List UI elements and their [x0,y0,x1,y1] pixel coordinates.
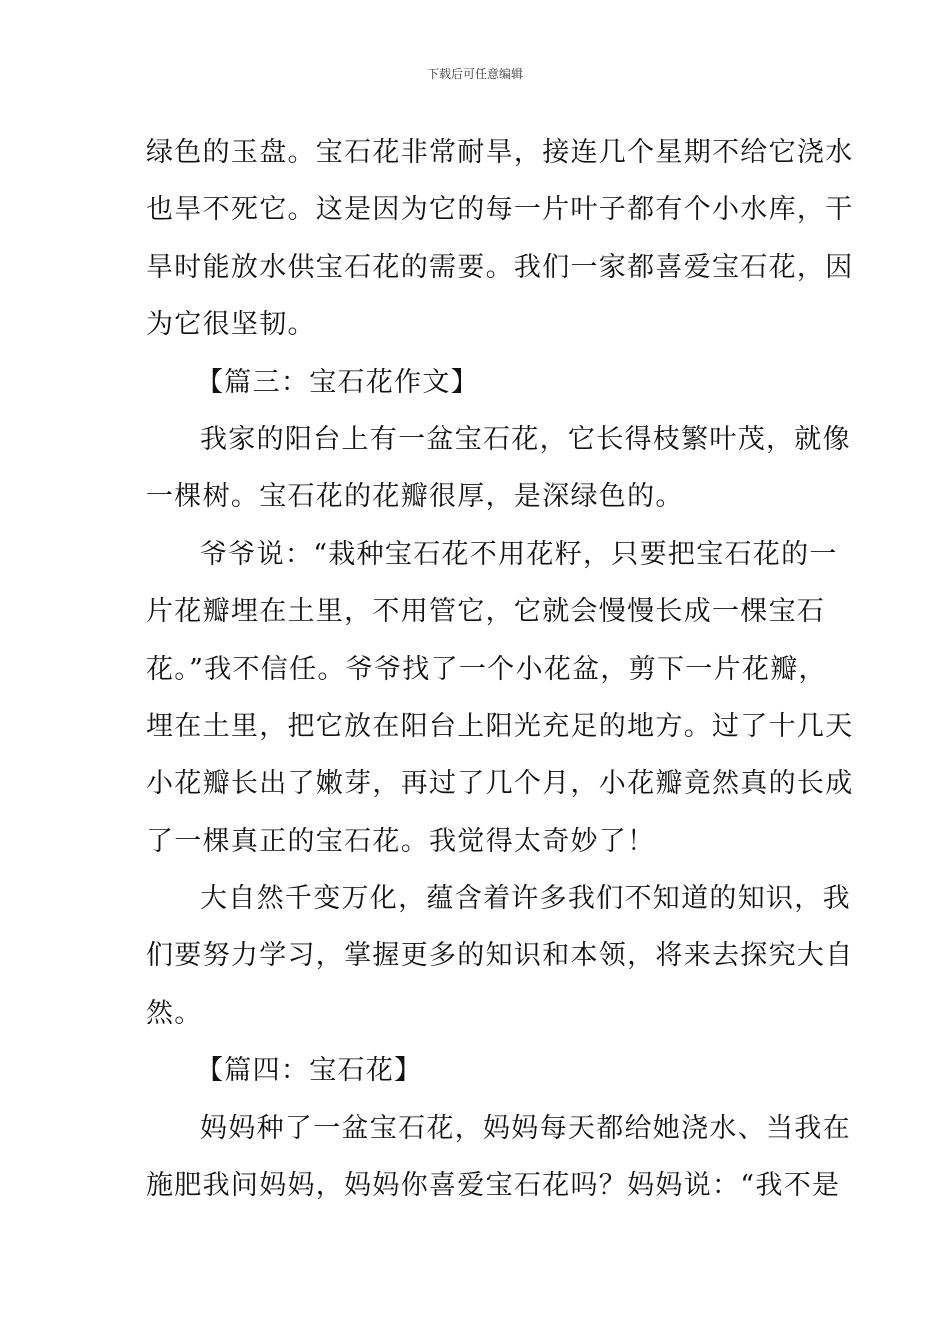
text-line: 小花瓣长出了嫩芽，再过了几个月，小花瓣竟然真的长成 [146,768,854,800]
text-line: 了一棵真正的宝石花。我觉得太奇妙了！ [146,825,656,857]
text-line: 片花瓣埋在土里，不用管它，它就会慢慢长成一棵宝石 [146,596,826,628]
section-heading: 【篇三：宝石花作文】 [196,366,479,398]
text-line: 埋在土里，把它放在阳台上阳光充足的地方。过了十几天 [146,710,854,742]
text-line: 妈妈种了一盆宝石花，妈妈每天都给她浇水、当我在 [200,1112,851,1144]
text-line: 为它很坚韧。 [146,309,316,341]
text-line: 们要努力学习，掌握更多的知识和本领，将来去探究大自 [146,940,854,972]
text-line: 旱时能放水供宝石花的需要。我们一家都喜爱宝石花，因 [146,251,854,283]
document-body [146,124,854,1214]
page-header-note: 下载后可任意编辑 [426,67,523,81]
text-line: 大自然千变万化，蕴含着许多我们不知道的知识，我 [200,883,851,915]
text-line: 花。”我不信任。爷爷找了一个小花盆，剪下一片花瓣， [146,653,827,685]
text-line: 绿色的玉盘。宝石花非常耐旱，接连几个星期不给它浇水 [146,137,854,168]
text-line: 爷爷说：“栽种宝石花不用花籽，只要把宝石花的一 [200,538,838,570]
text-line: 然。 [146,997,203,1029]
text-line: 一棵树。宝石花的花瓣很厚，是深绿色的。 [146,481,684,513]
text-line: 施肥我问妈妈，妈妈你喜爱宝石花吗？妈妈说：“我不是 [146,1170,841,1202]
text-line: 我家的阳台上有一盆宝石花，它长得枝繁叶茂，就像 [200,423,851,455]
section-heading: 【篇四：宝石花】 [196,1055,423,1087]
text-line: 也旱不死它。这是因为它的每一片叶子都有个小水库，干 [146,194,854,226]
